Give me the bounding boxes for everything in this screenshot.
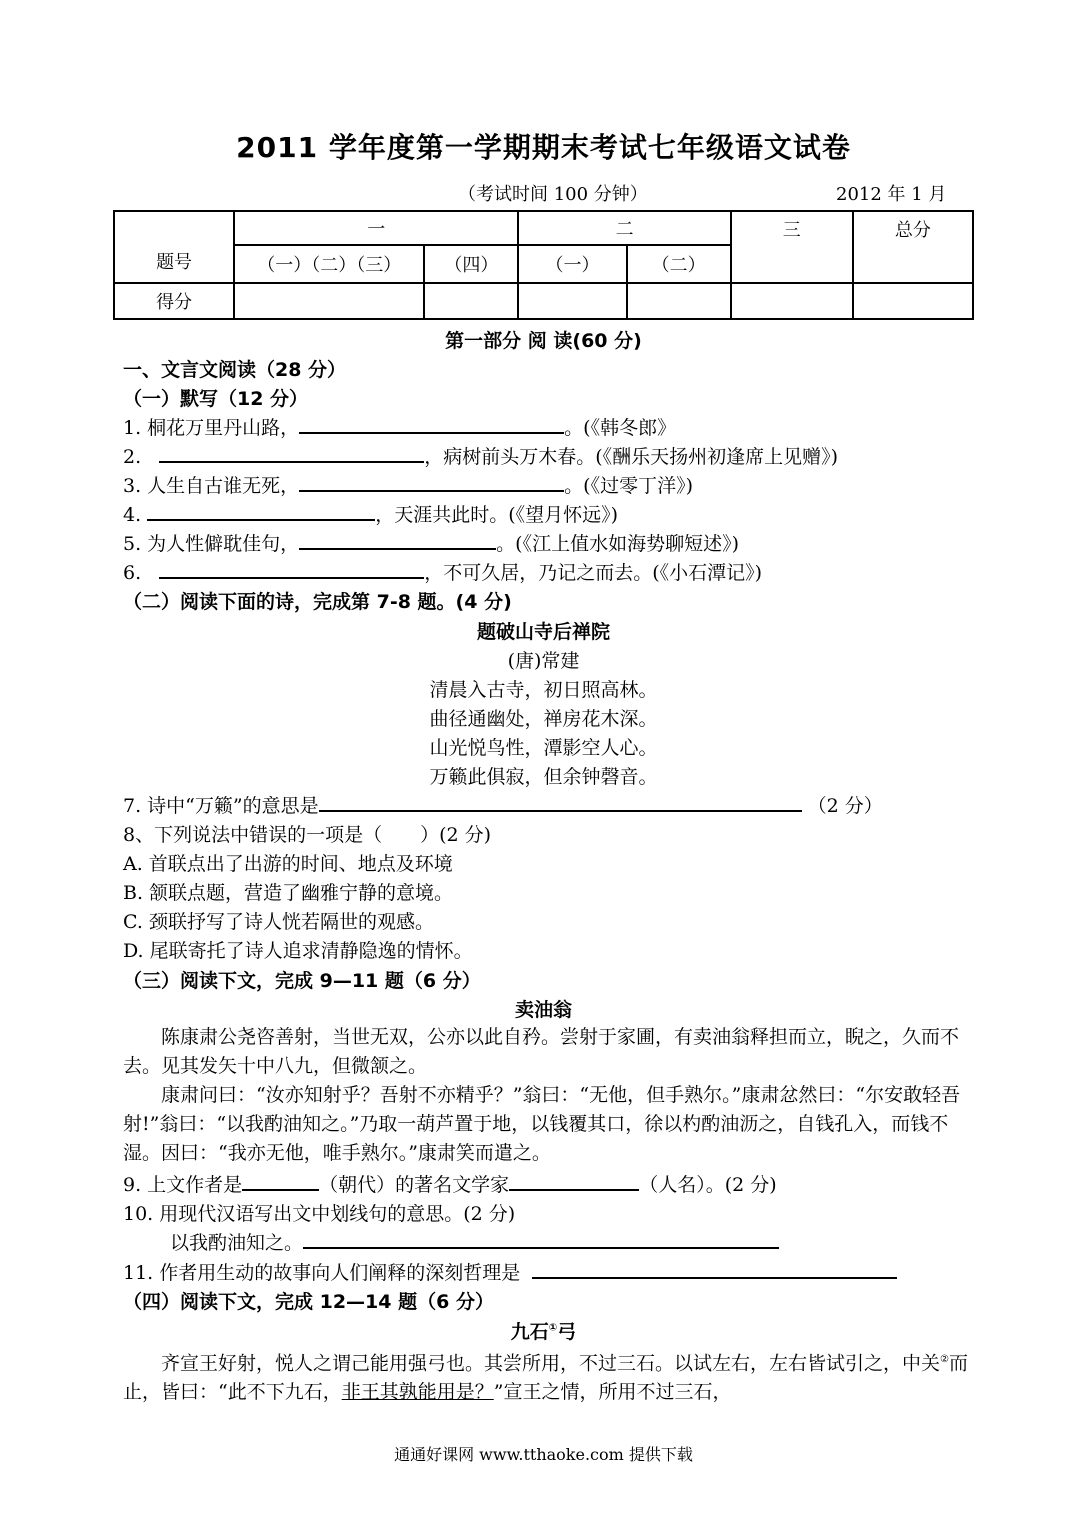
poem-line: 万籁此俱寂，但余钟磬音。: [429, 766, 658, 788]
total-header: 总分: [853, 211, 973, 283]
q9-points: （人名）。(2 分): [639, 1174, 777, 1196]
q4-number: 4.: [123, 504, 142, 526]
q5-text: 5. 为人性僻耽佳句，: [123, 533, 300, 555]
part2-header: 二: [518, 211, 730, 245]
q6-text: ，不可久居，乃记之而去。(《小石潭记》): [424, 562, 763, 584]
q11-answer-blank[interactable]: [532, 1259, 897, 1279]
question-10: 10. 用现代汉语写出文中划线句的意思。(2 分): [123, 1203, 516, 1225]
row-label-number: 题号: [114, 211, 234, 283]
question-7: [123, 791, 883, 818]
question-4: [123, 500, 618, 527]
question-6: [123, 558, 762, 585]
exam-time-note: （考试时间 100 分钟）: [458, 184, 648, 205]
q4-answer-blank[interactable]: [147, 501, 375, 521]
poem-line: 山光悦鸟性，潭影空人心。: [429, 737, 658, 759]
q9-name-blank[interactable]: [509, 1171, 639, 1191]
subsection-b-heading: （二）阅读下面的诗，完成第 7-8 题。(4 分): [123, 591, 512, 613]
score-cell: [627, 283, 731, 319]
q2-text: ，病树前头万木春。(《酬乐天扬州初逢席上见赠》): [424, 446, 839, 468]
text-title-maiyouweng: 卖油翁: [514, 999, 572, 1021]
question-8: 8、下列说法中错误的一项是（ ）(2 分): [123, 824, 492, 846]
subsection-c-heading: （三）阅读下文，完成 9—11 题（6 分）: [123, 970, 481, 992]
q11-text: 11. 作者用生动的故事向人们阐释的深刻哲理是: [123, 1262, 521, 1284]
sub4-header: （二）: [627, 245, 731, 283]
question-11: [123, 1258, 897, 1285]
part3-header: 三: [731, 211, 853, 283]
question-3: [123, 471, 693, 498]
q7-points: （2 分）: [807, 795, 883, 817]
question-9: [123, 1170, 777, 1197]
exam-date: 2012 年 1 月: [836, 184, 947, 205]
paragraph-1: 陈康肃公尧咨善射，当世无双，公亦以此自矜。尝射于家圃，有卖油翁释担而立，睨之，久而不去。见其发矢十中八九，但微颔之。: [123, 1026, 960, 1077]
footnote-marker-2: ②: [940, 1354, 949, 1365]
text-title-jiushigong: [0, 1317, 1087, 1344]
para3-text-a: 齐宣王好射，悦人之谓己能用强弓也。其尝所用，不过三石。以试左右，左右皆试引之，中关: [161, 1352, 941, 1375]
score-cell: [731, 283, 853, 319]
q7-answer-blank[interactable]: [319, 792, 802, 812]
question-2: [123, 442, 838, 469]
q9-text: 9. 上文作者是: [123, 1174, 243, 1196]
q10-answer-blank[interactable]: [303, 1229, 779, 1249]
score-cell: [234, 283, 424, 319]
q6-number: 6.: [123, 562, 142, 584]
para3-underlined-sentence: 非王其孰能用是？: [341, 1381, 494, 1404]
q3-answer-blank[interactable]: [299, 472, 564, 492]
q9-middle-text: （朝代）的著名文学家: [319, 1174, 510, 1196]
q2-answer-blank[interactable]: [159, 443, 424, 463]
poem-line: 曲径通幽处，禅房花木深。: [429, 708, 658, 730]
footer-watermark: 通通好课网 www.tthaoke.com 提供下载: [394, 1445, 693, 1464]
score-cell: [853, 283, 973, 319]
paragraph-3: [123, 1345, 968, 1407]
q6-answer-blank[interactable]: [159, 559, 424, 579]
paragraph-2: 康肃问曰：“汝亦知射乎？吾射不亦精乎？”翁曰：“无他，但手熟尔。”康肃忿然曰：“尔安敢轻吾射!”翁曰：“以我酌油知之。”乃取一葫芦置于地，以钱覆其口，徐以杓酌油沥之，自钱孔入，而钱不湿。因曰：“我亦无他，唯手熟尔。”康肃笑而遣之。: [123, 1084, 961, 1164]
score-cell: [518, 283, 626, 319]
exam-title: 2011 学年度第一学期期末考试七年级语文试卷: [236, 131, 851, 164]
q10-sentence: [170, 1228, 779, 1255]
row-label-score: 得分: [114, 283, 234, 319]
q1-answer-blank[interactable]: [299, 414, 564, 434]
sub2-header: （四）: [424, 245, 518, 283]
sub1-header: （一）（二）（三）: [234, 245, 424, 283]
title-part-b: 弓: [557, 1321, 577, 1343]
q2-number: 2.: [123, 446, 142, 468]
footnote-marker-1: ①: [548, 1322, 558, 1334]
poem-title: 题破山寺后禅院: [476, 621, 610, 643]
question-1: [123, 413, 676, 440]
q1-source: 。(《韩冬郎》: [564, 417, 677, 439]
q7-text: 7. 诗中“万籁”的意思是: [123, 795, 319, 817]
part1-header: 一: [234, 211, 518, 245]
section-one-heading: 一、文言文阅读（28 分）: [123, 359, 347, 381]
q3-text: 3. 人生自古谁无死，: [123, 475, 300, 497]
q10-sentence-text: 以我酌油知之。: [170, 1232, 304, 1254]
q8-option-a: A. 首联点出了出游的时间、地点及环境: [123, 853, 453, 875]
q8-option-b: B. 颔联点题，营造了幽雅宁静的意境。: [123, 882, 454, 904]
poem-author: (唐)常建: [507, 650, 580, 672]
part-one-heading: 第一部分 阅 读(60 分): [445, 330, 642, 352]
q8-option-d: D. 尾联寄托了诗人追求清静隐逸的情怀。: [123, 940, 473, 962]
para3-text-c: ”宣王之情，所用不过三石，: [493, 1381, 732, 1404]
q4-text: ，天涯共此时。(《望月怀远》): [375, 504, 619, 526]
score-cell: [424, 283, 518, 319]
question-5: [123, 529, 739, 556]
q9-dynasty-blank[interactable]: [242, 1171, 319, 1191]
title-part-a: 九石: [510, 1321, 549, 1343]
subsection-d-heading: （四）阅读下文，完成 12—14 题（6 分）: [123, 1291, 494, 1313]
q5-answer-blank[interactable]: [299, 530, 496, 550]
q5-source: 。(《江上值水如海势聊短述》): [496, 533, 739, 555]
q1-text: 1. 桐花万里丹山路，: [123, 417, 300, 439]
sub3-header: （一）: [518, 245, 626, 283]
poem-line: 清晨入古寺，初日照高林。: [429, 679, 658, 701]
subsection-a-heading: （一）默写（12 分）: [123, 388, 309, 410]
score-table: [113, 210, 974, 320]
para3-text-b: 而止，皆曰：“此不下九石，: [123, 1352, 968, 1404]
q8-option-c: C. 颈联抒写了诗人恍若隔世的观感。: [123, 911, 434, 933]
q3-source: 。(《过零丁洋》): [564, 475, 693, 497]
